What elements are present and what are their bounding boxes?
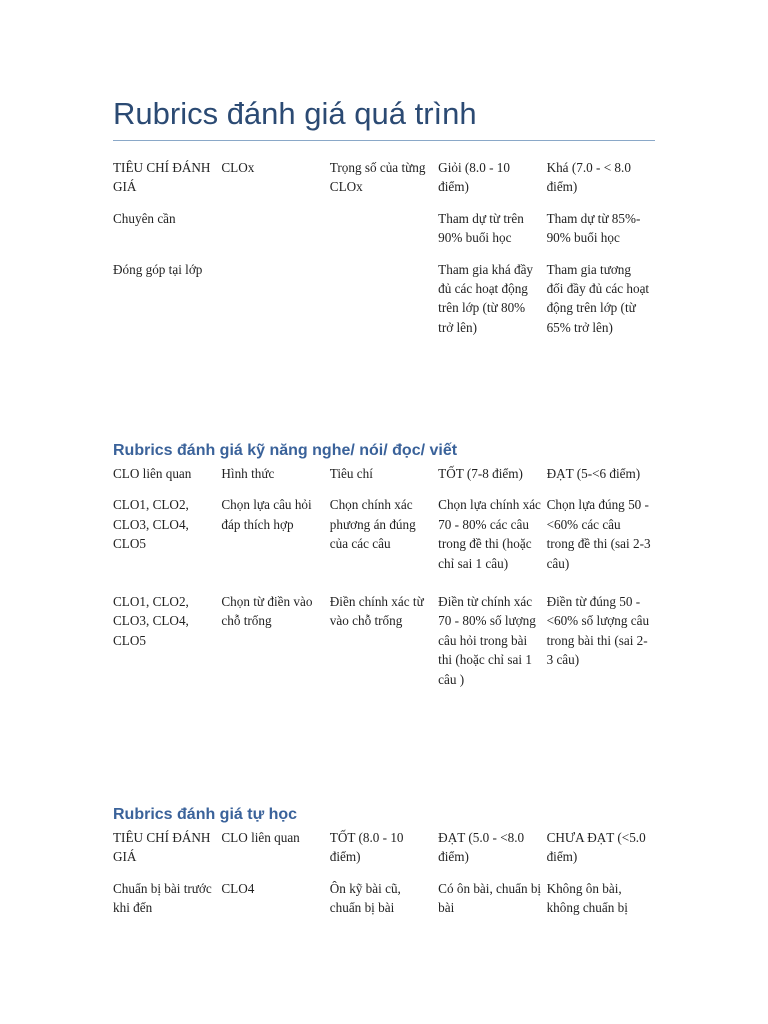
table-cell: Chọn lựa chính xác 70 - 80% các câu trong đề thi (hoặc chỉ sai 1 câu) xyxy=(438,497,541,571)
table-cell: Chọn chính xác phương án đúng của các câu xyxy=(329,497,416,552)
skills-rubric-table xyxy=(113,464,655,701)
column-header: CHƯA ĐẠT (<5.0 điểm) xyxy=(546,830,646,865)
table-cell: Tham dự từ 85%- 90% buổi học xyxy=(546,210,641,246)
table-cell: Điền từ chính xác 70 - 80% số lượng câu hỏi trong bài thi (hoặc chỉ sai 1 câu ) xyxy=(438,594,536,687)
table-row xyxy=(113,879,655,930)
column-header: TIÊU CHÍ ĐÁNH GIÁ xyxy=(113,160,211,195)
section-language-skills xyxy=(113,440,655,701)
table-cell: Điền từ đúng 50 -<60% số lượng câu trong bài thi (sai 2-3 câu) xyxy=(546,594,650,668)
column-header: CLO liên quan xyxy=(113,466,192,481)
column-header: Trọng số của từng CLOx xyxy=(329,160,426,195)
table-cell xyxy=(221,209,329,260)
table-cell: Chuẩn bị bài trước khi đến xyxy=(113,880,212,916)
table-cell: Chọn lựa đúng 50 -<60% các câu trong đề thi (sai 2-3 câu) xyxy=(546,497,651,571)
table-cell: Đóng góp tại lớp xyxy=(113,261,203,277)
column-header: ĐẠT (5-<6 điểm) xyxy=(546,466,641,481)
column-header: ĐẠT (5.0 - <8.0 điểm) xyxy=(438,830,525,865)
section-process-assessment xyxy=(113,158,655,349)
table-header-row xyxy=(113,828,655,879)
self-study-rubric-table xyxy=(113,828,655,930)
process-rubric-table xyxy=(113,158,655,349)
column-header: CLOx xyxy=(221,160,255,175)
table-row xyxy=(113,495,655,592)
table-cell xyxy=(330,260,438,350)
table-cell: Không ôn bài, không chuẩn bị xyxy=(546,880,628,916)
column-header: Khá (7.0 - < 8.0 điểm) xyxy=(546,160,631,195)
section-heading: Rubrics đánh giá kỹ năng nghe/ nói/ đọc/ viết xyxy=(113,442,458,459)
table-cell: Chuyên cần xyxy=(113,210,176,226)
table-row xyxy=(113,209,655,260)
table-cell: Chọn từ điền vào chỗ trống xyxy=(221,594,313,629)
column-header: Tiêu chí xyxy=(329,466,373,481)
column-header: TIÊU CHÍ ĐÁNH GIÁ xyxy=(113,830,211,865)
section-heading: Rubrics đánh giá tự học xyxy=(113,806,298,823)
table-cell: Tham gia tương đối đầy đủ các hoạt động trên lớp (từ 65% trở lên) xyxy=(546,261,650,335)
column-header: Giỏi (8.0 - 10 điểm) xyxy=(438,160,510,195)
column-header: TỐT (7-8 điểm) xyxy=(438,466,523,481)
table-cell xyxy=(221,260,329,350)
table-cell: Tham gia khá đầy đủ các hoạt động trên lớp (từ 80% trở lên) xyxy=(438,261,534,335)
table-row xyxy=(113,260,655,350)
table-cell: Tham dự từ trên 90% buổi học xyxy=(438,210,524,246)
table-cell: CLO1, CLO2, CLO3, CLO4, CLO5 xyxy=(113,594,189,648)
table-cell: Chọn lựa câu hỏi đáp thích hợp xyxy=(221,497,312,532)
table-cell: CLO4 xyxy=(221,880,255,896)
table-cell xyxy=(330,209,438,260)
table-header-row xyxy=(113,464,655,495)
table-header-row xyxy=(113,158,655,209)
table-cell: Có ôn bài, chuẩn bị bài xyxy=(438,880,542,916)
section-self-study xyxy=(113,804,655,930)
table-cell: Điền chính xác từ vào chỗ trống xyxy=(329,594,424,629)
document-title: Rubrics đánh giá quá trình xyxy=(113,92,655,141)
column-header: CLO liên quan xyxy=(221,830,300,845)
table-cell: Ôn kỹ bài cũ, chuẩn bị bài xyxy=(329,880,401,916)
column-header: TỐT (8.0 - 10 điểm) xyxy=(329,830,404,865)
table-cell: CLO1, CLO2, CLO3, CLO4, CLO5 xyxy=(113,497,189,552)
table-row xyxy=(113,592,655,701)
column-header: Hình thức xyxy=(221,466,275,481)
